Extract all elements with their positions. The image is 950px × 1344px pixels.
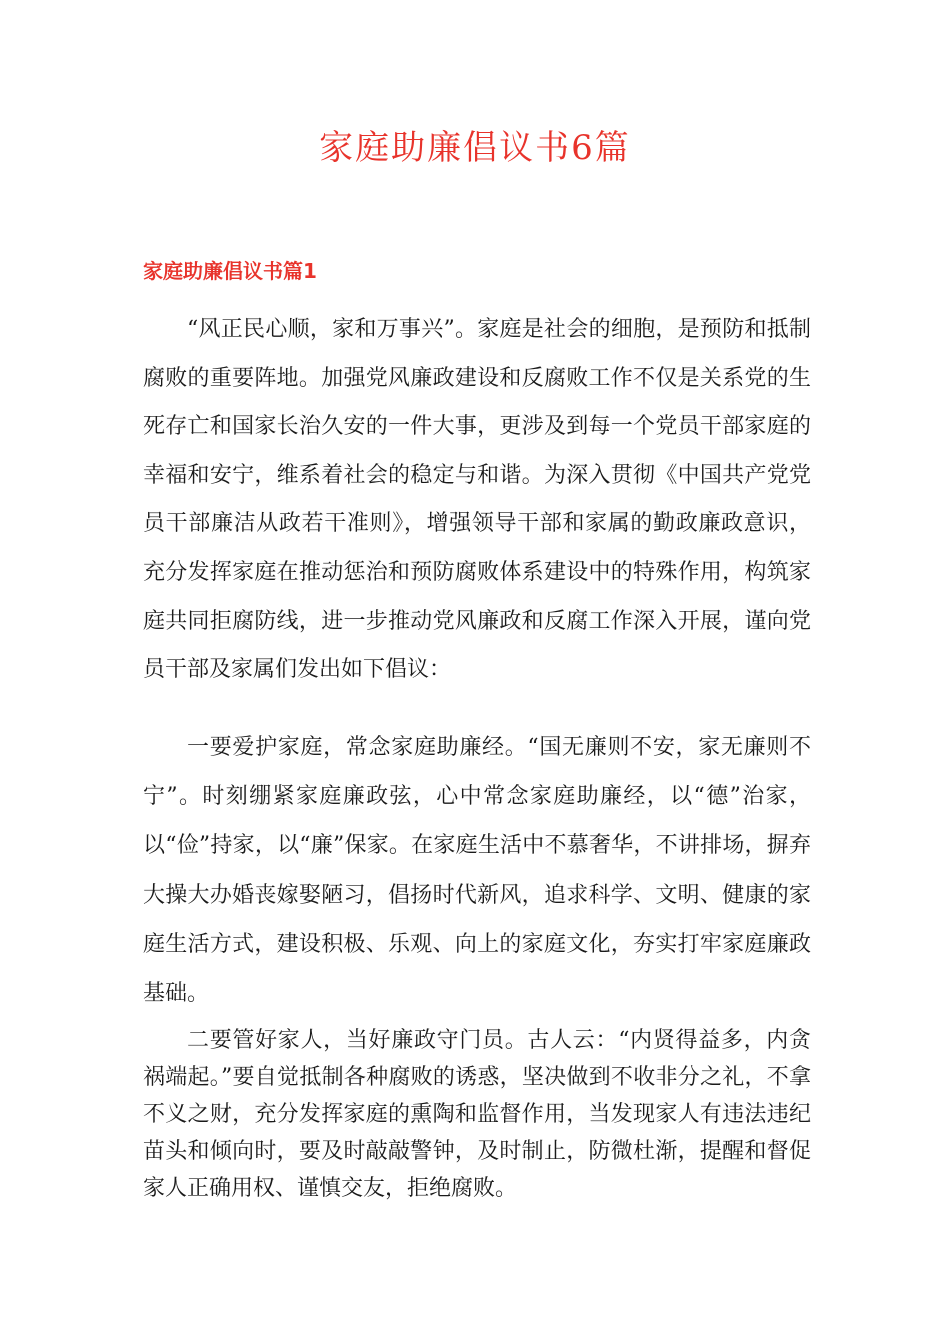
paragraph-point-one: 一要爱护家庭，常念家庭助廉经。“国无廉则不安，家无廉则不宁”。时刻绷紧家庭廉政弦，心中常念家庭助廉经，以“德”治家，以“俭”持家，以“廉”保家。在家庭生活中不慕奢华，不讲排场，摒弃大操大办婚丧嫁娶陋习，倡扬时代新风，追求科学、文明、健康的家庭生活方式，建设积极、乐观、向上的家庭文化，夯实打牢家庭廉政基础。 <box>143 735 811 1007</box>
paragraph-point-two: 二要管好家人，当好廉政守门员。古人云：“内贤得益多，内贪祸端起。”要自觉抵制各种腐败的诱惑，坚决做到不收非分之礼，不拿不义之财，充分发挥家庭的熏陶和监督作用，当发现家人有违法违纪苗头和倾向时，要及时敲敲警钟，及时制止，防微杜渐，提醒和督促家人正确用权、谨慎交友，拒绝腐败。 <box>143 1028 811 1201</box>
paragraph-intro: “风正民心顺，家和万事兴”。家庭是社会的细胞，是预防和抵制腐败的重要阵地。加强党风廉政建设和反腐败工作不仅是关系党的生死存亡和国家长治久安的一件大事，更涉及到每一个党员干部家庭的幸福和安宁，维系着社会的稳定与和谐。为深入贯彻《中国共产党党员干部廉洁从政若干准则》，增强领导干部和家属的勤政廉政意识，充分发挥家庭在推动惩治和预防腐败体系建设中的特殊作用，构筑家庭共同拒腐防线，进一步推动党风廉政和反腐工作深入开展，谨向党员干部及家属们发出如下倡议： <box>143 317 811 683</box>
document-title: 家庭助廉倡议书6篇 <box>319 128 631 168</box>
section-heading: 家庭助廉倡议书篇1 <box>143 259 317 283</box>
